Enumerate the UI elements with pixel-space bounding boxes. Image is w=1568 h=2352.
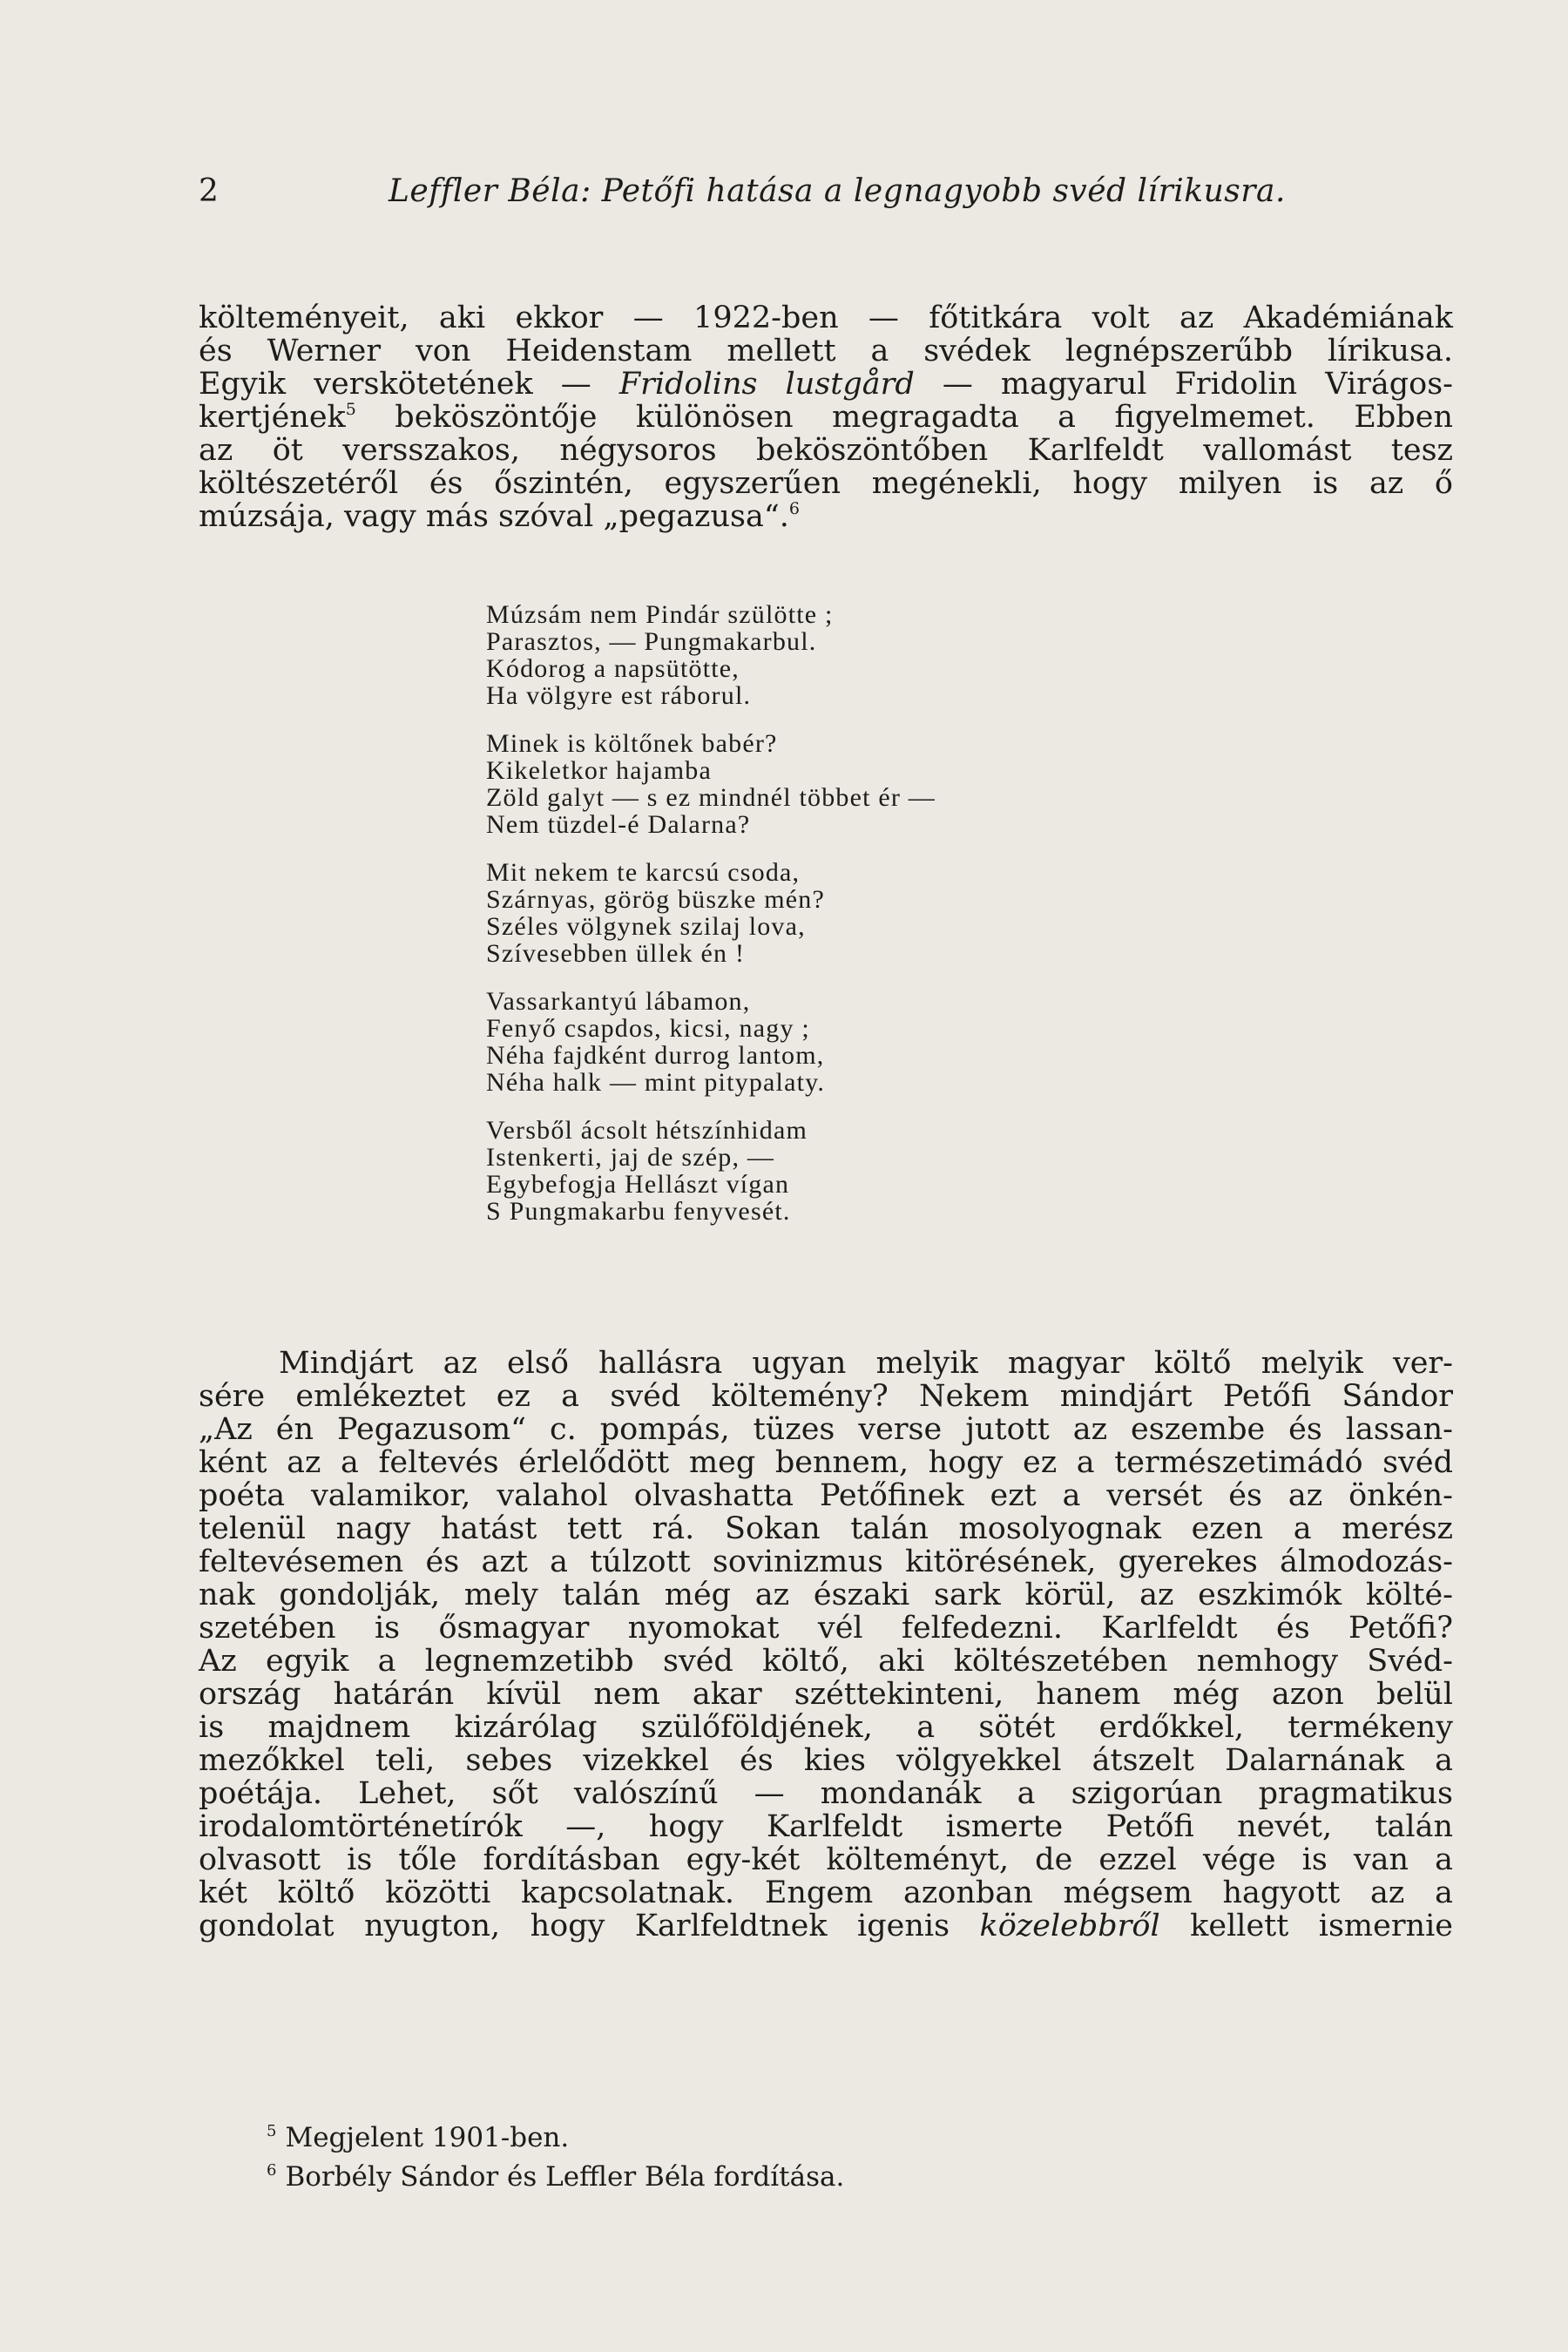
text-line: poétája. Lehet, sőt valószínű — mondanák a szigorúan pragmatikus — [199, 1776, 1453, 1811]
poem-line: Parasztos, — Pungmakarbul. — [486, 627, 817, 656]
text-line: kertjének$^5$ beköszöntője különösen megragadta a figyelmemet. Ebben — [199, 400, 1453, 435]
footnote-text: Borbély Sándor és Leffler Béla fordítása. — [285, 2161, 845, 2193]
footnote-mark: 6 — [267, 2161, 277, 2180]
text-line: poéta valamikor, valahol olvashatta Petőfinek ezt a versét és az önkén- — [199, 1478, 1453, 1513]
poem-stanza — [486, 1117, 1183, 1225]
poem-line: Széles völgynek szilaj lova, — [486, 912, 806, 941]
text-line: Mindjárt az első hallásra ugyan melyik magyar költő melyik ver- — [279, 1346, 1453, 1381]
text-line: költészetéről és őszintén, egyszerűen megénekli, hogy milyen is az ő — [199, 466, 1453, 501]
text-line: „Az én Pegazusom“ c. pompás, tüzes verse jutott az eszembe és lassan- — [199, 1412, 1453, 1447]
poem-line: Néha halk — mint pitypalaty. — [486, 1068, 826, 1097]
paragraph-main — [199, 1347, 1453, 1943]
poem-line: Néha fajdként durrog lantom, — [486, 1041, 825, 1070]
poem-line: Mit nekem te karcsú csoda, — [486, 858, 801, 887]
text-line: gondolat nyugton, hogy Karlfeldtnek igenis közelebbről kellett ismernie — [199, 1909, 1454, 1943]
footnote-mark: 5 — [267, 2122, 277, 2140]
poem-line: Minek is költőnek babér? — [486, 729, 778, 758]
poem-line: S Pungmakarbu fenyvesét. — [486, 1197, 791, 1226]
poem-line: Vassarkantyú lábamon, — [486, 987, 751, 1016]
poem — [486, 601, 1183, 1246]
text-line: is majdnem kizárólag szülőföldjének, a sötét erdőkkel, termékeny — [199, 1710, 1453, 1745]
poem-line: Fenyő csapdos, kicsi, nagy ; — [486, 1014, 810, 1043]
poem-line: Kódorog a napsütötte, — [486, 654, 740, 683]
text-line: mezőkkel teli, sebes vizekkel és kies völgyekkel átszelt Dalarnának a — [199, 1743, 1453, 1778]
poem-line: Szárnyas, görög büszke mén? — [486, 885, 825, 914]
text-line: sére emlékeztet ez a svéd költemény? Nekem mindjárt Petőfi Sándor — [199, 1379, 1453, 1414]
text-line: szetében is ősmagyar nyomokat vél felfedezni. Karlfeldt és Petőfi? — [199, 1611, 1453, 1646]
poem-stanza — [486, 601, 1183, 709]
running-title: Leffler Béla: Petőfi hatása a legnagyobb svéd lírikusra. — [389, 173, 1286, 209]
footnotes — [267, 2115, 1312, 2193]
poem-line: Múzsám nem Pindár szülötte ; — [486, 600, 834, 629]
text-line: olvasott is tőle fordításban egy-két költeményt, de ezzel vége is van a — [199, 1842, 1453, 1877]
text-line: nak gondolják, mely talán még az északi sark körül, az eszkimók költé- — [199, 1578, 1453, 1612]
footnote-ref[interactable]: 5 — [345, 400, 356, 419]
poem-stanza — [486, 730, 1183, 838]
text-line: az öt versszakos, négysoros beköszöntőben Karlfeldt vallomást tesz — [199, 433, 1453, 468]
text-line: feltevésemen és azt a túlzott sovinizmus kitörésének, gyerekes álmodozás- — [199, 1544, 1453, 1579]
poem-stanza — [486, 988, 1183, 1096]
page-number: 2 — [199, 173, 219, 209]
poem-line: Ha völgyre est ráborul. — [486, 681, 752, 710]
poem-stanza — [486, 859, 1183, 967]
footnote-text: Megjelent 1901-ben. — [285, 2122, 570, 2153]
poem-line: Versből ácsolt hétszínhidam — [486, 1116, 808, 1145]
text-line: Egyik verskötetének — Fridolins lustgård — magyarul Fridolin Virágos- — [199, 367, 1454, 402]
text-line: irodalomtörténetírók —, hogy Karlfeldt ismerte Petőfi nevét, talán — [199, 1809, 1453, 1844]
emphasis-italic: közelebbről — [979, 1909, 1160, 1943]
book-title-italic: Fridolins lustgård — [618, 367, 915, 402]
text-line: ország határán kívül nem akar széttekinteni, hanem még azon belül — [199, 1677, 1453, 1712]
poem-line: Istenkerti, jaj de szép, — — [486, 1143, 775, 1172]
poem-line: Nem tüzdel-é Dalarna? — [486, 810, 751, 839]
poem-line: Szívesebben üllek én ! — [486, 939, 746, 968]
footnote-ref[interactable]: 6 — [788, 499, 800, 518]
text-line: múzsája, vagy más szóval „pegazusa“.$^6$ — [199, 499, 800, 534]
text-line: és Werner von Heidenstam mellett a svédek legnépszerűbb lírikusa. — [199, 334, 1453, 368]
text-line: ként az a feltevés érlelődött meg bennem, hogy ez a természetimádó svéd — [199, 1445, 1453, 1480]
poem-line: Zöld galyt — s ez mindnél többet ér — — [486, 783, 936, 812]
text-line: költeményeit, aki ekkor — 1922-ben — főtitkára volt az Akadémiának — [199, 301, 1453, 335]
poem-line: Kikeletkor hajamba — [486, 756, 713, 785]
footnote — [267, 2154, 1312, 2193]
footnote — [267, 2115, 1312, 2154]
text-line: telenül nagy hatást tett rá. Sokan talán mosolyognak ezen a merész — [199, 1511, 1453, 1546]
paragraph-intro — [199, 301, 1453, 533]
poem-line: Egybefogja Hellászt vígan — [486, 1170, 790, 1199]
text-line: két költő közötti kapcsolatnak. Engem azonban mégsem hagyott az a — [199, 1876, 1453, 1910]
text-line: Az egyik a legnemzetibb svéd költő, aki költészetében nemhogy Svéd- — [199, 1644, 1453, 1679]
running-head — [199, 171, 1436, 213]
